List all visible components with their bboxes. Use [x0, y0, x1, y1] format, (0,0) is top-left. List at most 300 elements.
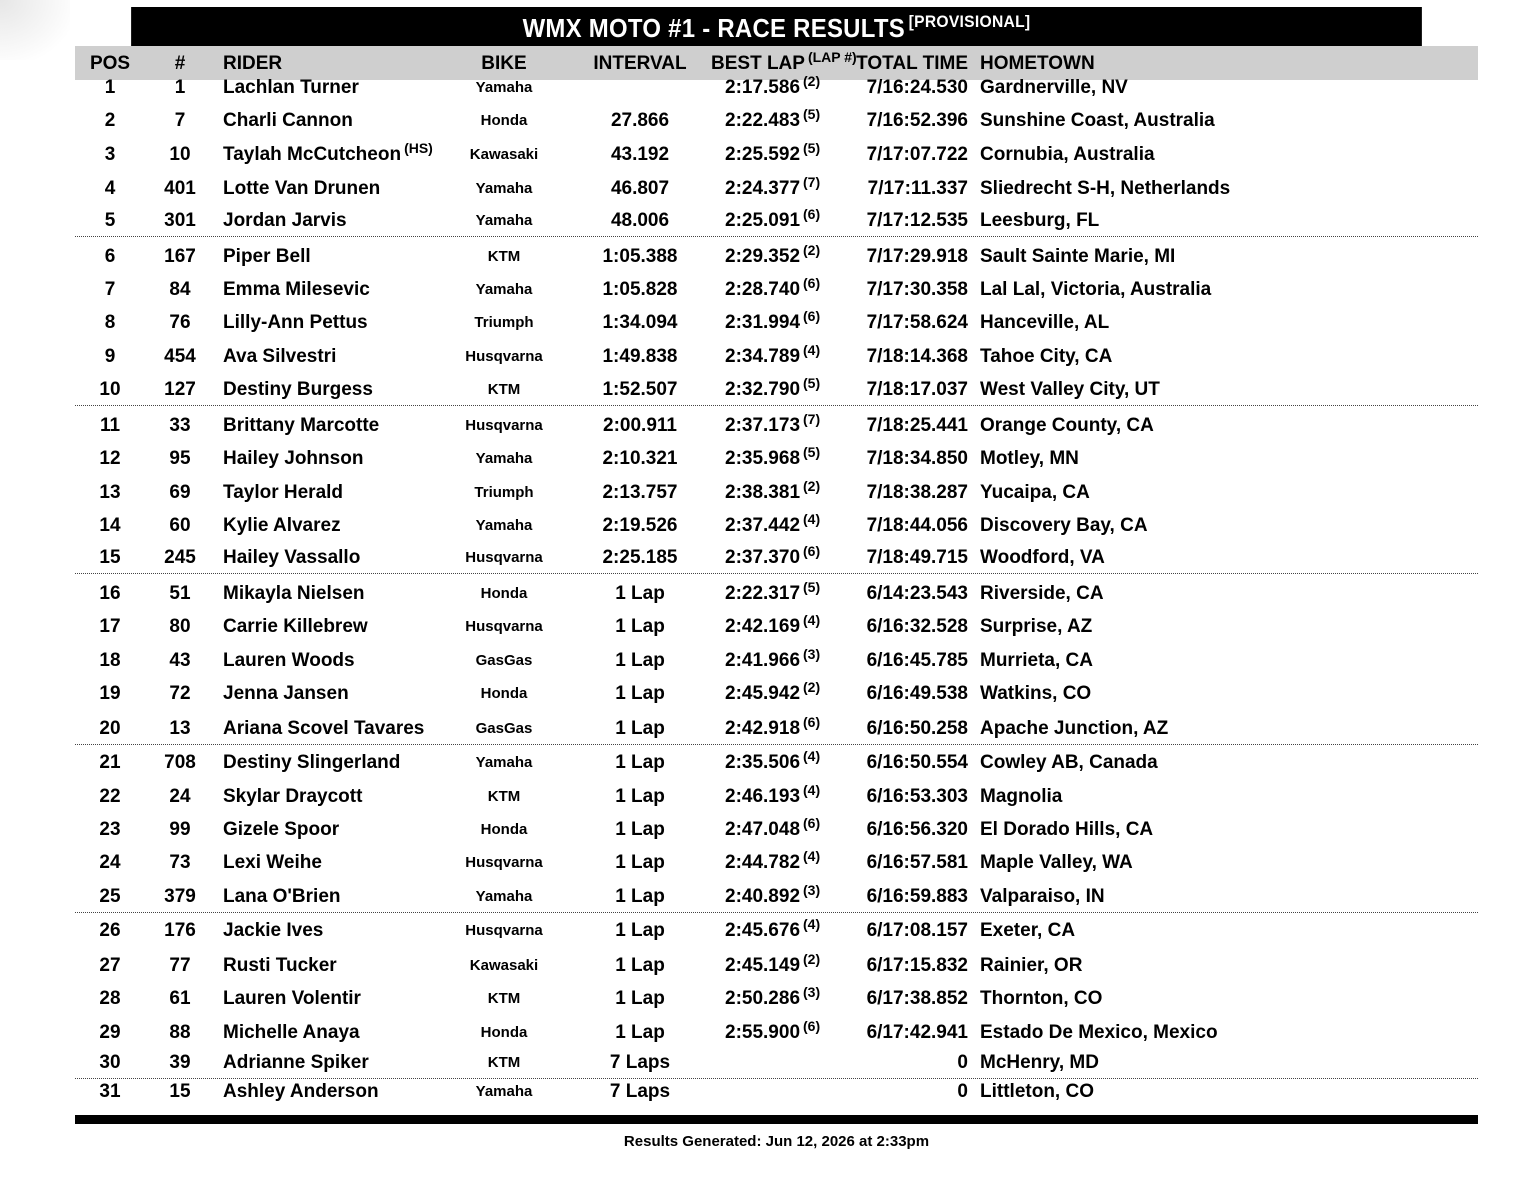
table-row — [75, 848, 1478, 878]
result-total-time: 0 — [957, 1081, 968, 1102]
result-hometown: Cowley AB, Canada — [980, 752, 1158, 773]
result-number: 76 — [169, 312, 191, 333]
rider-name: Taylah McCutcheon — [223, 144, 402, 165]
result-pos: 21 — [99, 752, 121, 773]
table-row — [75, 511, 1478, 541]
result-number: 88 — [169, 1022, 191, 1043]
result-total-time: 0 — [957, 1052, 968, 1073]
result-hometown: McHenry, MD — [980, 1052, 1099, 1073]
result-pos: 23 — [99, 819, 121, 840]
best-lap-number: (2) — [803, 73, 821, 89]
title-text: WMX MOTO #1 - RACE RESULTS — [522, 13, 905, 43]
best-lap-time — [725, 714, 820, 744]
header-best-lap-label: BEST LAP — [711, 53, 805, 74]
result-number: 72 — [169, 683, 191, 704]
result-number: 60 — [169, 515, 191, 536]
result-total-time: 6/16:50.258 — [866, 718, 968, 739]
best-lap-number: (5) — [803, 140, 821, 156]
table-row — [75, 411, 1478, 441]
result-bike: GasGas — [475, 720, 533, 737]
header-interval: INTERVAL — [593, 53, 687, 74]
result-bike: Honda — [480, 112, 528, 129]
result-pos: 30 — [99, 1052, 121, 1073]
result-bike: Honda — [480, 821, 528, 838]
result-total-time: 6/16:59.883 — [866, 886, 968, 907]
result-hometown: Riverside, CA — [980, 583, 1104, 604]
result-pos: 22 — [99, 786, 121, 807]
best-lap-value: 2:25.091 — [725, 210, 801, 231]
best-lap-time — [725, 984, 820, 1014]
result-number: 167 — [164, 246, 196, 267]
best-lap-value: 2:47.048 — [725, 819, 801, 840]
best-lap-number: (2) — [803, 951, 821, 967]
result-bike: Yamaha — [475, 79, 533, 96]
result-interval: 1 Lap — [615, 616, 665, 637]
result-rider — [223, 375, 463, 405]
rider-name: Lilly-Ann Pettus — [223, 312, 368, 333]
rider-name: Destiny Burgess — [223, 379, 373, 400]
best-lap-value: 2:24.377 — [725, 178, 801, 199]
table-row — [75, 984, 1478, 1014]
result-number: 7 — [174, 110, 186, 131]
result-bike: Husqvarna — [465, 417, 543, 434]
header-lap-number-label: (LAP #) — [807, 49, 857, 65]
result-interval: 1 Lap — [615, 786, 665, 807]
result-bike: Yamaha — [475, 517, 533, 534]
result-interval: 1 Lap — [615, 819, 665, 840]
rider-name: Kylie Alvarez — [223, 515, 341, 536]
rider-name: Lexi Weihe — [223, 852, 322, 873]
result-number: 51 — [169, 583, 191, 604]
result-hometown: Murrieta, CA — [980, 650, 1093, 671]
table-row — [75, 174, 1478, 204]
result-number: 127 — [164, 379, 196, 400]
best-lap-number: (2) — [803, 242, 821, 258]
best-lap-time — [725, 275, 820, 305]
rider-name: Ashley Anderson — [223, 1081, 379, 1102]
best-lap-time — [725, 782, 820, 812]
result-total-time: 7/18:44.056 — [866, 515, 968, 536]
best-lap-number: (6) — [803, 275, 821, 291]
result-pos: 12 — [99, 448, 121, 469]
table-row — [75, 73, 1478, 103]
result-hometown: Surprise, AZ — [980, 616, 1093, 637]
result-bike: KTM — [487, 381, 521, 398]
best-lap-time — [725, 206, 820, 236]
best-lap-number: (3) — [803, 646, 821, 662]
best-lap-time — [725, 612, 820, 642]
result-pos: 2 — [104, 110, 116, 131]
best-lap-number: (5) — [803, 375, 821, 391]
result-interval: 1 Lap — [615, 852, 665, 873]
result-bike: Triumph — [474, 484, 534, 501]
result-hometown: Sliedrecht S-H, Netherlands — [980, 178, 1231, 199]
rider-name: Lotte Van Drunen — [223, 178, 381, 199]
best-lap-number: (6) — [803, 815, 821, 831]
result-number: 80 — [169, 616, 191, 637]
best-lap-number: (4) — [803, 612, 821, 628]
result-hometown: Sault Sainte Marie, MI — [980, 246, 1176, 267]
best-lap-value: 2:37.442 — [725, 515, 801, 536]
result-total-time: 6/16:56.320 — [866, 819, 968, 840]
result-rider — [223, 714, 463, 744]
result-rider — [223, 1018, 463, 1048]
result-hometown: Woodford, VA — [980, 547, 1105, 568]
result-hometown: Leesburg, FL — [980, 210, 1100, 231]
result-pos: 16 — [99, 583, 121, 604]
best-lap-number: (4) — [803, 342, 821, 358]
best-lap-time — [725, 308, 820, 338]
best-lap-number: (4) — [803, 916, 821, 932]
result-rider — [223, 579, 463, 609]
rider-name: Lauren Volentir — [223, 988, 361, 1009]
result-number: 708 — [164, 752, 196, 773]
result-bike: Yamaha — [475, 888, 533, 905]
best-lap-value: 2:37.173 — [725, 415, 801, 436]
table-row — [75, 106, 1478, 136]
table-row — [75, 543, 1478, 574]
best-lap-number: (4) — [803, 511, 821, 527]
result-number: 33 — [169, 415, 191, 436]
result-hometown: Exeter, CA — [980, 920, 1076, 941]
result-total-time: 6/16:57.581 — [866, 852, 968, 873]
result-total-time: 7/18:25.441 — [866, 415, 968, 436]
result-pos: 27 — [99, 955, 121, 976]
result-bike: Honda — [480, 585, 528, 602]
table-row — [75, 1018, 1478, 1048]
best-lap-value: 2:50.286 — [725, 988, 801, 1009]
result-pos: 1 — [104, 77, 116, 98]
table-row — [75, 1077, 1478, 1107]
result-interval: 7 Laps — [609, 1081, 671, 1102]
result-rider — [223, 951, 463, 981]
result-pos: 15 — [99, 547, 121, 568]
result-rider — [223, 748, 463, 778]
result-bike: Husqvarna — [465, 549, 543, 566]
result-total-time: 6/16:45.785 — [866, 650, 968, 671]
result-pos: 18 — [99, 650, 121, 671]
table-row — [75, 1048, 1478, 1079]
result-pos: 14 — [99, 515, 121, 536]
table-row — [75, 444, 1478, 474]
result-rider — [223, 679, 463, 709]
result-number: 77 — [169, 955, 191, 976]
result-bike: GasGas — [475, 652, 533, 669]
result-interval: 48.006 — [610, 210, 670, 231]
result-rider — [223, 73, 463, 103]
best-lap-time — [725, 1077, 728, 1107]
best-lap-time — [725, 882, 820, 912]
best-lap-time — [725, 140, 820, 170]
result-pos: 10 — [99, 379, 121, 400]
result-interval: 2:13.757 — [602, 482, 678, 503]
result-number: 10 — [169, 144, 191, 165]
best-lap-number: (6) — [803, 714, 821, 730]
result-pos: 7 — [104, 279, 116, 300]
best-lap-number: (6) — [803, 1018, 821, 1034]
table-row — [75, 815, 1478, 845]
best-lap-value: 2:22.317 — [725, 583, 801, 604]
result-bike: KTM — [487, 248, 521, 265]
page-corner-shadow — [0, 0, 70, 60]
result-interval: 27.866 — [610, 110, 670, 131]
result-bike: Yamaha — [475, 281, 533, 298]
rider-name: Charli Cannon — [223, 110, 353, 131]
result-bike: Yamaha — [475, 754, 533, 771]
results-table-body — [75, 73, 1478, 1130]
result-interval: 1 Lap — [615, 650, 665, 671]
result-hometown: El Dorado Hills, CA — [980, 819, 1154, 840]
result-interval: 1 Lap — [615, 886, 665, 907]
rider-name: Mikayla Nielsen — [223, 583, 365, 604]
best-lap-value: 2:17.586 — [725, 77, 801, 98]
result-rider — [223, 242, 463, 272]
best-lap-time — [725, 1018, 820, 1048]
best-lap-number: (7) — [803, 411, 821, 427]
header-number: # — [174, 53, 186, 74]
result-rider — [223, 612, 463, 642]
best-lap-value: 2:42.169 — [725, 616, 801, 637]
best-lap-time — [725, 543, 820, 573]
best-lap-number: (3) — [803, 882, 821, 898]
result-pos: 29 — [99, 1022, 121, 1043]
best-lap-time — [725, 679, 820, 709]
result-pos: 4 — [104, 178, 116, 199]
result-total-time: 7/18:17.037 — [866, 379, 968, 400]
result-hometown: Orange County, CA — [980, 415, 1154, 436]
best-lap-value: 2:31.994 — [725, 312, 801, 333]
result-interval: 1:05.388 — [602, 246, 678, 267]
result-bike: KTM — [487, 1054, 521, 1071]
result-bike: Husqvarna — [465, 348, 543, 365]
best-lap-value: 2:41.966 — [725, 650, 801, 671]
best-lap-time — [725, 411, 820, 441]
best-lap-time — [725, 511, 820, 541]
result-total-time: 7/16:24.530 — [866, 77, 968, 98]
best-lap-number: (2) — [803, 679, 821, 695]
result-hometown: Watkins, CO — [980, 683, 1092, 704]
best-lap-value: 2:55.900 — [725, 1022, 801, 1043]
result-interval: 1:34.094 — [602, 312, 678, 333]
rider-name: Jordan Jarvis — [223, 210, 347, 231]
best-lap-number: (6) — [803, 308, 821, 324]
results-title — [131, 7, 1422, 46]
best-lap-value: 2:37.370 — [725, 547, 801, 568]
header-pos: POS — [89, 53, 131, 74]
result-bike: Kawasaki — [469, 146, 539, 163]
header-hometown: HOMETOWN — [980, 53, 1095, 74]
result-total-time: 7/18:38.287 — [866, 482, 968, 503]
best-lap-time — [725, 444, 820, 474]
result-interval: 43.192 — [610, 144, 670, 165]
rider-name: Ava Silvestri — [223, 346, 337, 367]
result-bike: KTM — [487, 788, 521, 805]
best-lap-number: (5) — [803, 444, 821, 460]
table-row — [75, 478, 1478, 508]
result-rider — [223, 511, 463, 541]
result-interval: 1:05.828 — [602, 279, 678, 300]
result-number: 176 — [164, 920, 196, 941]
result-rider — [223, 1048, 463, 1078]
bottom-rule — [75, 1115, 1478, 1124]
result-bike: Husqvarna — [465, 854, 543, 871]
result-total-time: 7/17:11.337 — [867, 178, 968, 199]
result-pos: 6 — [104, 246, 116, 267]
best-lap-value: 2:35.968 — [725, 448, 801, 469]
best-lap-value: 2:28.740 — [725, 279, 801, 300]
result-rider — [223, 206, 463, 236]
result-pos: 31 — [99, 1081, 121, 1102]
result-interval: 1 Lap — [615, 683, 665, 704]
result-pos: 5 — [104, 210, 116, 231]
result-hometown: Cornubia, Australia — [980, 144, 1155, 165]
result-pos: 13 — [99, 482, 121, 503]
best-lap-number: (4) — [803, 848, 821, 864]
table-row — [75, 951, 1478, 981]
result-pos: 28 — [99, 988, 121, 1009]
result-total-time: 7/17:12.535 — [866, 210, 968, 231]
result-rider — [223, 342, 463, 372]
table-row — [75, 646, 1478, 676]
result-pos: 3 — [104, 144, 116, 165]
best-lap-time — [725, 951, 820, 981]
table-row — [75, 342, 1478, 372]
best-lap-time — [725, 73, 820, 103]
result-hometown: Hanceville, AL — [980, 312, 1110, 333]
best-lap-value: 2:45.676 — [725, 920, 801, 941]
best-lap-value: 2:42.918 — [725, 718, 801, 739]
rider-name: Taylor Herald — [223, 482, 344, 503]
result-bike: Husqvarna — [465, 922, 543, 939]
result-interval: 1:49.838 — [602, 346, 678, 367]
table-row — [75, 782, 1478, 812]
result-number: 24 — [169, 786, 191, 807]
rider-name: Lauren Woods — [223, 650, 355, 671]
result-total-time: 7/17:29.918 — [866, 246, 968, 267]
rider-name: Jackie Ives — [223, 920, 324, 941]
result-interval: 1 Lap — [615, 988, 665, 1009]
result-interval: 1 Lap — [615, 1022, 665, 1043]
result-bike: Kawasaki — [469, 957, 539, 974]
table-row — [75, 375, 1478, 406]
best-lap-value: 2:40.892 — [725, 886, 801, 907]
result-hometown: Discovery Bay, CA — [980, 515, 1148, 536]
result-number: 39 — [169, 1052, 191, 1073]
result-total-time: 7/18:49.715 — [866, 547, 968, 568]
best-lap-time — [725, 375, 820, 405]
result-total-time: 6/16:49.538 — [866, 683, 968, 704]
result-rider — [223, 308, 463, 338]
result-number: 454 — [164, 346, 196, 367]
best-lap-time — [725, 916, 820, 946]
result-total-time: 7/16:52.396 — [866, 110, 968, 131]
rider-name: Hailey Vassallo — [223, 547, 361, 568]
result-interval: 1 Lap — [615, 583, 665, 604]
result-total-time: 6/16:50.554 — [866, 752, 968, 773]
result-number: 61 — [169, 988, 191, 1009]
table-row — [75, 308, 1478, 338]
result-bike: KTM — [487, 990, 521, 1007]
result-pos: 8 — [104, 312, 116, 333]
rider-name: Skylar Draycott — [223, 786, 363, 807]
results-generated-footer: Results Generated: Jun 12, 2026 at 2:33pm — [623, 1133, 930, 1150]
best-lap-number: (7) — [803, 174, 821, 190]
best-lap-number: (6) — [803, 206, 821, 222]
result-hometown: Valparaiso, IN — [980, 886, 1105, 907]
best-lap-number: (4) — [803, 782, 821, 798]
rider-name: Gizele Spoor — [223, 819, 340, 840]
best-lap-number: (2) — [803, 478, 821, 494]
result-number: 401 — [164, 178, 196, 199]
result-total-time: 6/17:15.832 — [866, 955, 968, 976]
result-total-time: 6/16:53.303 — [866, 786, 968, 807]
rider-name: Rusti Tucker — [223, 955, 337, 976]
header-bike: BIKE — [481, 53, 527, 74]
result-total-time: 6/17:42.941 — [866, 1022, 968, 1043]
result-hometown: West Valley City, UT — [980, 379, 1160, 400]
result-hometown: Gardnerville, NV — [980, 77, 1128, 98]
result-hometown: Sunshine Coast, Australia — [980, 110, 1215, 131]
result-rider — [223, 916, 463, 946]
best-lap-number: (5) — [803, 579, 821, 595]
table-row — [75, 579, 1478, 609]
best-lap-value: 2:29.352 — [725, 246, 801, 267]
result-hometown: Rainier, OR — [980, 955, 1083, 976]
best-lap-time — [725, 478, 820, 508]
result-hometown: Yucaipa, CA — [980, 482, 1090, 503]
result-rider — [223, 782, 463, 812]
table-row — [75, 714, 1478, 745]
best-lap-value: 2:32.790 — [725, 379, 801, 400]
result-rider — [223, 815, 463, 845]
best-lap-time — [725, 342, 820, 372]
result-rider — [223, 543, 463, 573]
table-row — [75, 140, 1478, 170]
rider-name: Michelle Anaya — [223, 1022, 360, 1043]
result-total-time: 7/17:07.722 — [866, 144, 968, 165]
header-rider: RIDER — [223, 53, 283, 74]
result-rider — [223, 140, 463, 170]
result-total-time: 6/17:38.852 — [866, 988, 968, 1009]
best-lap-value: 2:35.506 — [725, 752, 801, 773]
result-bike: Yamaha — [475, 1083, 533, 1100]
best-lap-number: (6) — [803, 543, 821, 559]
result-number: 73 — [169, 852, 191, 873]
result-pos: 9 — [104, 346, 116, 367]
results-sheet — [75, 7, 1478, 1130]
table-row — [75, 748, 1478, 778]
rider-name: Brittany Marcotte — [223, 415, 380, 436]
best-lap-time — [725, 815, 820, 845]
best-lap-time — [725, 748, 820, 778]
result-number: 245 — [164, 547, 196, 568]
result-interval: 1 Lap — [615, 920, 665, 941]
result-bike: Yamaha — [475, 450, 533, 467]
best-lap-time — [725, 1048, 728, 1078]
result-total-time: 6/14:23.543 — [866, 583, 968, 604]
result-hometown: Apache Junction, AZ — [980, 718, 1169, 739]
best-lap-number: (4) — [803, 748, 821, 764]
result-interval: 46.807 — [610, 178, 670, 199]
rider-name: Lachlan Turner — [223, 77, 359, 98]
result-hometown: Estado De Mexico, Mexico — [980, 1022, 1218, 1043]
result-hometown: Littleton, CO — [980, 1081, 1094, 1102]
table-row — [75, 275, 1478, 305]
header-total-time: TOTAL TIME — [856, 53, 968, 74]
best-lap-time — [725, 646, 820, 676]
best-lap-value: 2:45.942 — [725, 683, 801, 704]
result-rider — [223, 174, 463, 204]
